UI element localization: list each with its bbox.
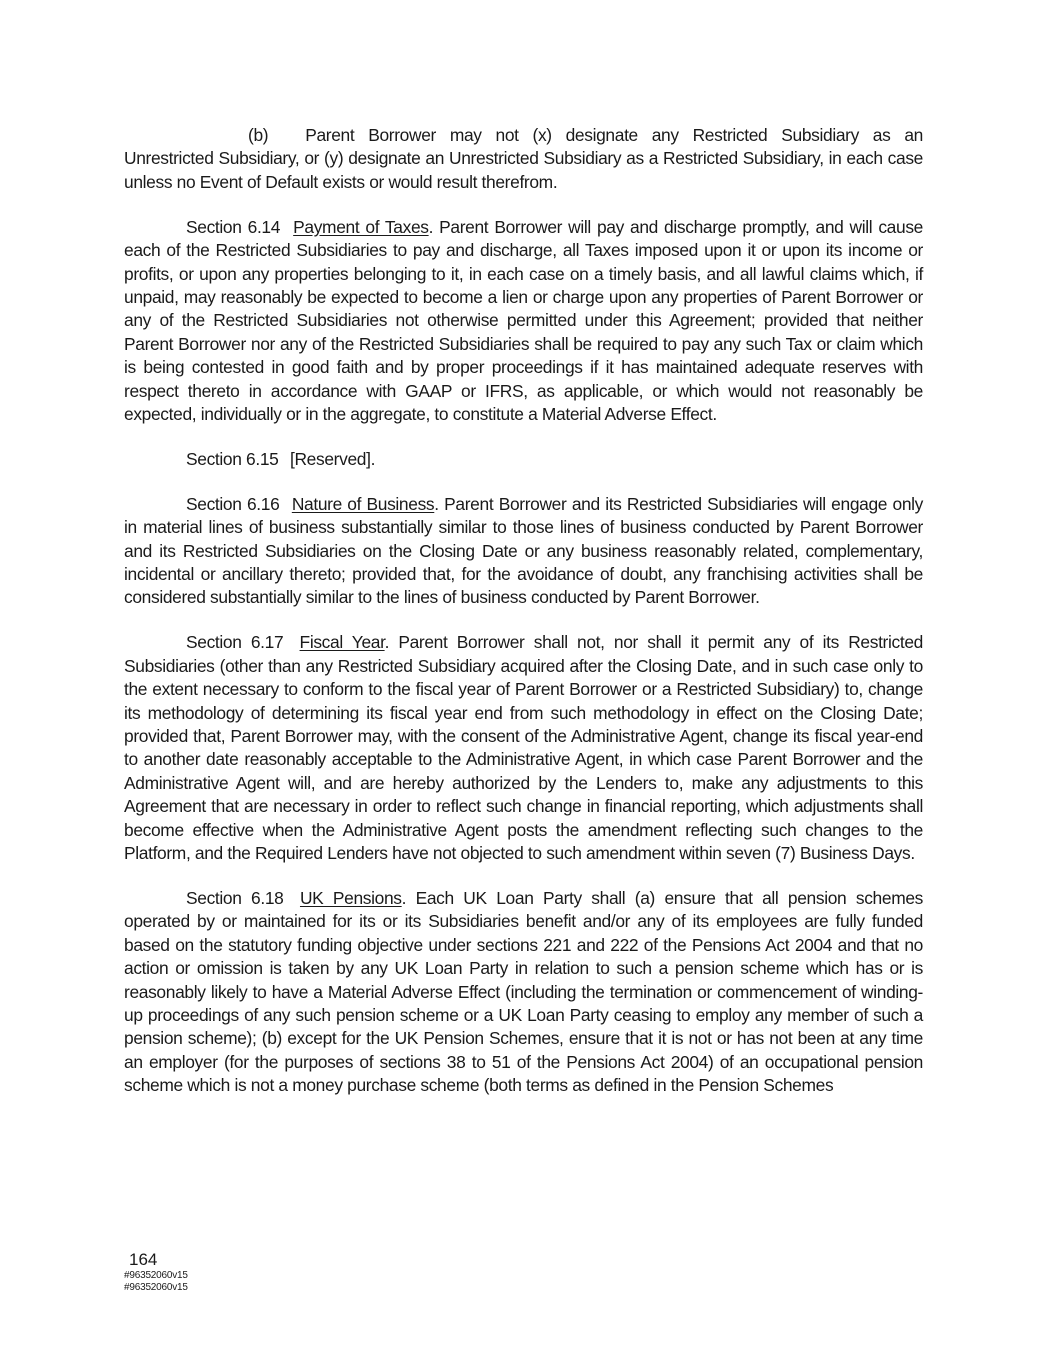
section-number: Section 6.16 <box>186 493 280 514</box>
section-number: Section 6.14 <box>186 216 281 237</box>
section-text: . Parent Borrower and its Restricted Subsidiaries will engage only in material lines of business substantially similar to those lines of business conducted by Parent Borrower and its Restricted Subsidiaries on the Closing Date or any business reasonably related, complementary, incidental or ancillary thereto; provided that, for the avoidance of doubt, any franchising activities shall be considered substantially similar to the lines of business conducted by Parent Borrower. <box>124 493 923 608</box>
section-number: Section 6.15 <box>186 448 279 469</box>
document-body <box>124 124 923 1119</box>
section-heading: Fiscal Year <box>299 632 385 653</box>
clause-label: (b) <box>248 125 269 145</box>
section-number: Section 6.18 <box>186 887 284 908</box>
section-6-15 <box>124 448 923 471</box>
section-heading: Nature of Business <box>291 493 435 514</box>
clause-text: Parent Borrower may not (x) designate any Restricted Subsidiary as an Unrestricted Subsidiary, or (y) designate an Unrestricted Subsidiary as a Restricted Subsidiary, in each case unless no Event of Default exists or would result therefrom. <box>124 125 923 192</box>
section-6-14 <box>124 216 923 427</box>
section-6-16 <box>124 493 923 610</box>
section-text: [Reserved]. <box>289 448 376 469</box>
page-footer <box>124 1250 188 1294</box>
section-heading: UK Pensions <box>299 887 402 908</box>
section-text: . Each UK Loan Party shall (a) ensure that all pension schemes operated by or maintained for its or its Subsidiaries benefit and/or any of its employees are fully funded based on the statutory funding objective under sections 221 and 222 of the Pensions Act 2004 and that no action or omission is taken by any UK Loan Party in relation to such a pension scheme which has or is reasonably likely to have a Material Adverse Effect (including the termination or commencement of winding-up proceedings of any such pension scheme or a UK Loan Party ceasing to employ any member of such a pension scheme); (b) except for the UK Pension Schemes, ensure that it is not or has not been at any time an employer (for the purposes of sections 38 to 51 of the Pensions Act 2004) of an occupational pension scheme which is not a money purchase scheme (both terms as defined in the Pension Schemes <box>124 887 923 1096</box>
section-text: . Parent Borrower will pay and discharge promptly, and will cause each of the Restricted Subsidiaries to pay and discharge, all Taxes imposed upon it or upon its income or profits, or upon any properties belonging to it, in each case on a timely basis, and all lawful claims which, if unpaid, may reasonably be expected to become a lien or charge upon any properties of Parent Borrower or any of the Restricted Subsidiaries not otherwise permitted under this Agreement; provided that neither Parent Borrower nor any of the Restricted Subsidiaries shall be required to pay any such Tax or claim which is being contested in good faith and by proper proceedings if it has maintained adequate reserves with respect thereto in accordance with GAAP or IFRS, as applicable, or which would not reasonably be expected, individually or in the aggregate, to constitute a Material Adverse Effect. <box>124 216 923 424</box>
paragraph-b <box>124 124 923 194</box>
section-6-17 <box>124 631 923 865</box>
document-id: #96352060v15 <box>124 1270 188 1281</box>
section-text: . Parent Borrower shall not, nor shall it permit any of its Restricted Subsidiaries (other than any Restricted Subsidiary acquired after the Closing Date, and in such case only to the extent necessary to conform to the fiscal year of Parent Borrower or a Restricted Subsidiary) to, change its methodology of determining its fiscal year end from such methodology in effect on the Closing Date; provided that, Parent Borrower may, with the consent of the Administrative Agent, change its fiscal year-end to another date reasonably acceptable to the Administrative Agent, in which case Parent Borrower and the Administrative Agent will, and are hereby authorized by the Lenders to, make any adjustments to this Agreement that are necessary in order to reflect such change in financial reporting, which adjustments shall become effective when the Administrative Agent posts the amendment reflecting such changes to the Platform, and the Required Lenders have not objected to such amendment within seven (7) Business Days. <box>124 632 923 863</box>
page-number: 164 <box>129 1250 158 1269</box>
section-heading: Payment of Taxes <box>293 216 429 237</box>
document-id: #96352060v15 <box>124 1282 188 1293</box>
section-number: Section 6.17 <box>186 632 284 653</box>
section-6-18 <box>124 887 923 1098</box>
